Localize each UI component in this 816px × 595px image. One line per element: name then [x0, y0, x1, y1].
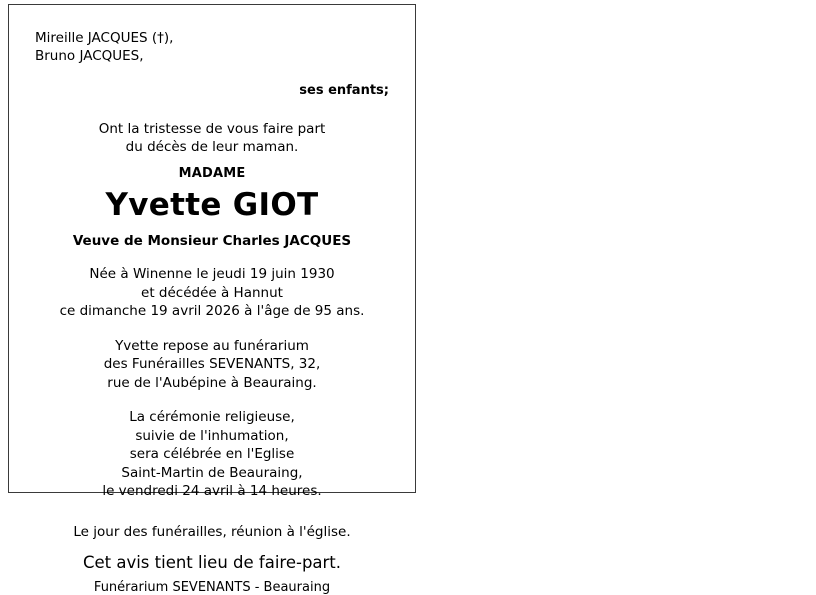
- faire-part-note: Cet avis tient lieu de faire-part.: [82, 552, 342, 572]
- child-name: Mireille JACQUES (†),: [35, 30, 174, 46]
- announcement-line: Ont la tristesse de vous faire part: [98, 121, 326, 137]
- ceremony-line: La cérémonie religieuse,: [129, 409, 295, 425]
- death-place-line: et décédée à Hannut: [141, 284, 283, 301]
- funeral-home-credit: Funérarium SEVENANTS - Beauraing: [93, 579, 331, 595]
- children-names: [27, 29, 397, 65]
- deceased-name: Yvette GIOT: [105, 187, 319, 223]
- relationship-label: ses enfants;: [299, 83, 389, 98]
- ceremony-line: Saint-Martin de Beauraing,: [121, 464, 303, 481]
- reunion-note: Le jour des funérailles, réunion à l'église.: [73, 523, 351, 540]
- birth-death-details: [27, 265, 397, 321]
- funerarium-line: des Funérailles SEVENANTS, 32,: [103, 356, 321, 372]
- funerarium-line: rue de l'Aubépine à Beauraing.: [107, 374, 317, 391]
- death-date-line: ce dimanche 19 avril 2026 à l'âge de 95 ans.: [59, 303, 365, 319]
- funerarium-details: [27, 337, 397, 393]
- announcement-text: [27, 120, 397, 156]
- honorific: MADAME: [178, 166, 246, 181]
- announcement-line: du décès de leur maman.: [125, 139, 299, 155]
- funerarium-line: Yvette repose au funérarium: [115, 337, 309, 354]
- notice-content: [9, 5, 415, 595]
- death-notice-card: [8, 4, 416, 595]
- ceremony-line: suivie de l'inhumation,: [135, 427, 289, 444]
- ceremony-details: [27, 408, 397, 501]
- child-name: Bruno JACQUES,: [35, 48, 144, 64]
- ceremony-line: le vendredi 24 avril à 14 heures.: [102, 483, 322, 499]
- birth-line: Née à Winenne le jeudi 19 juin 1930: [89, 266, 335, 282]
- widow-of-label: Veuve de Monsieur Charles JACQUES: [72, 233, 352, 249]
- ceremony-line: sera célébrée en l'Eglise: [129, 446, 295, 462]
